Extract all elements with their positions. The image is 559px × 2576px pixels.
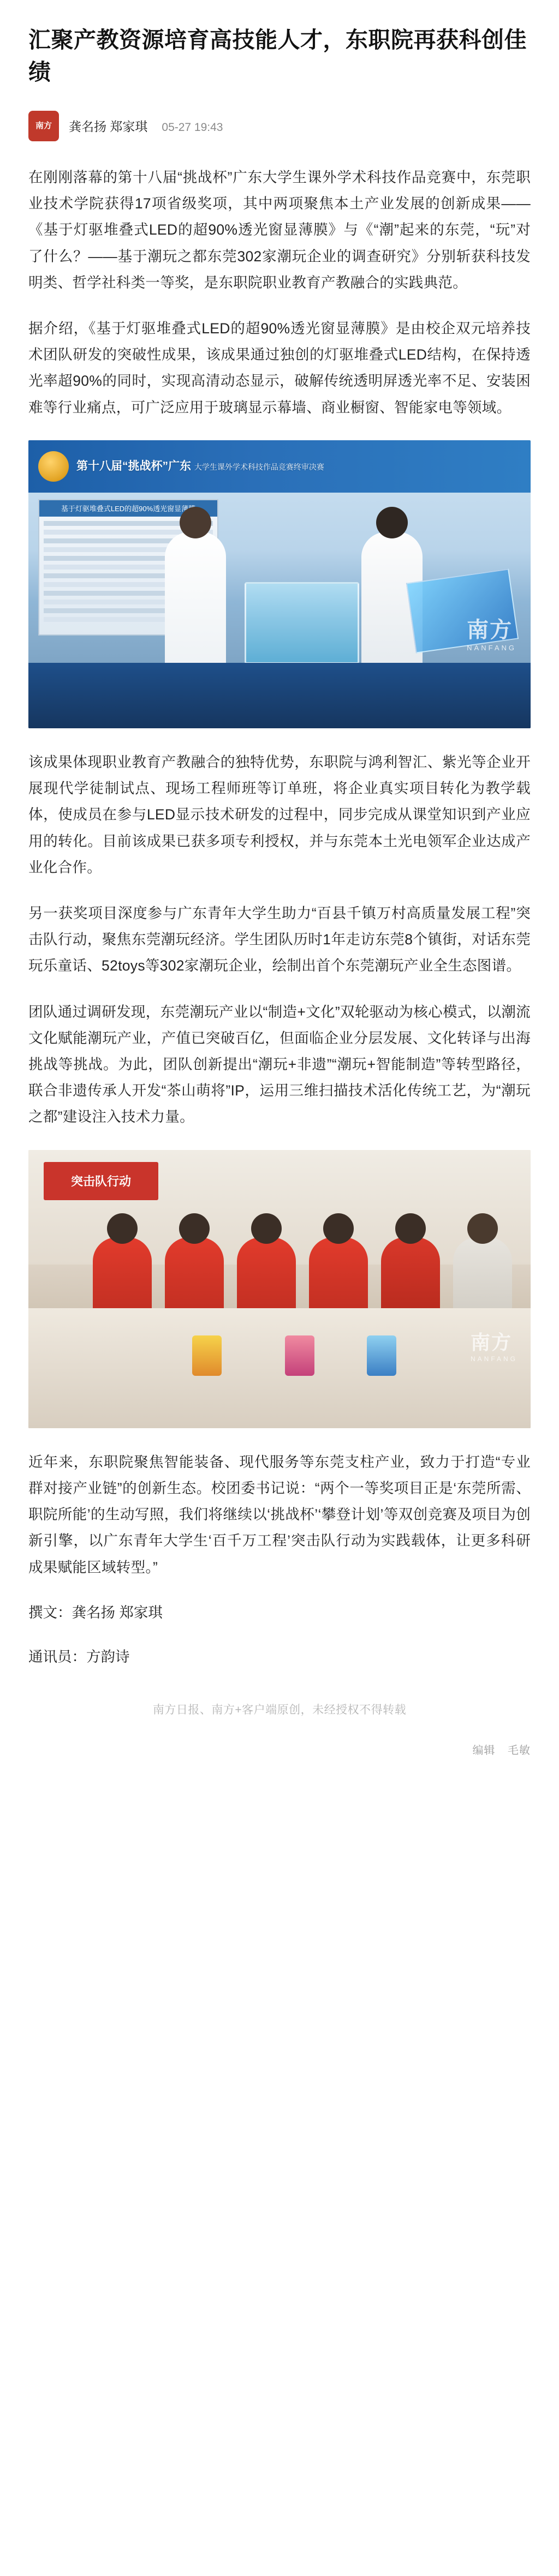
team-banner: 突击队行动 xyxy=(44,1162,158,1200)
poster-title: 基于灯驱堆叠式LED的超90%透光窗显薄膜 xyxy=(39,500,217,517)
banner-subtitle: 大学生课外学术科技作品竞赛终审决赛 xyxy=(194,463,324,472)
watermark-subtext: NANFANG xyxy=(467,643,516,652)
avatar[interactable] xyxy=(28,111,59,141)
watermark-text: 南方 xyxy=(470,1331,512,1353)
avatar-label-top: 南方 xyxy=(35,121,52,130)
byline xyxy=(28,111,531,141)
paragraph-3: 该成果体现职业教育产教融合的独特优势，东职院与鸿利智汇、紫光等企业开展现代学徒制试点、现场工程师班等订单班，将企业真实项目转化为教学载体，使成员在参与LED显示技术研发的过程中，同步完成从课堂知识到产业应用的转化。目前该成果已获多项专利授权，并与东莞本土光电领军企业达成产业化合作。 xyxy=(28,753,531,876)
page-title: 汇聚产教资源培育高技能人才，东职院再获科创佳绩 xyxy=(28,27,527,85)
watermark-text: 南方 xyxy=(467,618,513,642)
emblem-icon xyxy=(38,451,69,482)
article-date: 05-27 19:43 xyxy=(162,121,223,134)
person-left xyxy=(165,532,226,668)
paragraph-2: 据介绍，《基于灯驱堆叠式LED的超90%透光窗显薄膜》是由校企双元培养技术团队研发的突破性成果，该成果通过独创的灯驱堆叠式LED结构，在保持透光率超90%的同时，实现高清动态显示，破解传统透明屏透光率不足、安装困难等行业痛点，可广泛应用于玻璃显示幕墙、商业橱窗、智能家电等领域。 xyxy=(28,320,531,416)
editor-line xyxy=(28,1741,531,1757)
editor-name: 毛敏 xyxy=(508,1745,531,1757)
article-author: 龚名扬 郑家琪 xyxy=(69,119,148,134)
paragraph-1: 在刚刚落幕的第十八届“挑战杯”广东大学生课外学术科技作品竞赛中，东莞职业技术学院获得17项省级奖项，其中两项聚焦本土产业发展的创新成果——《基于灯驱堆叠式LED的超90%透光窗显薄膜》与《“潮”起来的东莞，“玩”对了什么？——基于潮玩之都东莞302家潮玩企业的调查研究》分别斩获科技发明类、哲学社科类一等奖，是东职院职业教育产教融合的实践典范。 xyxy=(28,169,531,291)
copyright-note: 南方日报、南方+客户端原创，未经授权不得转载 xyxy=(152,1704,407,1717)
display-prototype xyxy=(245,582,359,664)
toy-figure-3 xyxy=(367,1335,396,1376)
paragraph-5: 团队通过调研发现，东莞潮玩产业以“制造+文化”双轮驱动为核心模式，以潮流文化赋能潮玩产业，产值已突破百亿，但面临企业分层发展、文化转译与出海挑战等挑战。为此，团队创新提出“潮玩+非遗”“潮玩+智能制造”等转型路径，联合非遗传承人开发“茶山萌将”IP，运用三维扫描技术活化传统工艺，为“潮玩之都”建设注入技术力量。 xyxy=(28,1003,531,1125)
toy-figure-2 xyxy=(285,1335,314,1376)
credit-writer: 撰文：龚名扬 郑家琪 xyxy=(28,1604,163,1621)
watermark-subtext: NANFANG xyxy=(470,1355,518,1363)
article-image-competition xyxy=(28,440,531,728)
editor-label: 编辑 xyxy=(472,1745,496,1757)
watermark-logo xyxy=(471,1327,518,1363)
banner-title: 第十八届“挑战杯”广东 xyxy=(76,460,191,473)
display-table xyxy=(28,1308,531,1428)
watermark-logo xyxy=(467,613,516,652)
exhibition-table xyxy=(28,663,531,728)
paragraph-4: 另一获奖项目深度参与广东青年大学生助力“百县千镇万村高质量发展工程”突击队行动，聚焦东莞潮玩经济。学生团队历时1年走访东莞8个镇街，对话东莞玩乐童话、52toys等302家潮玩企业，绘制出首个东莞潮玩产业全生态图谱。 xyxy=(28,904,531,974)
paragraph-6: 近年来，东职院聚焦智能装备、现代服务等东莞支柱产业，致力于打造“专业群对接产业链”的创新生态。校团委书记说：“两个一等奖项目正是‘东莞所需、职院所能’的生动写照，我们将继续以‘挑战杯’‘攀登计划’等双创竞赛及项目为创新引擎，以广东青年大学生‘百千万工程’突击队行动为实践载体，让更多科研成果赋能区域转型。” xyxy=(28,1453,531,1575)
toy-figure-1 xyxy=(192,1335,222,1376)
competition-banner xyxy=(28,440,531,493)
article-image-team xyxy=(28,1150,531,1428)
credit-correspondent: 通讯员：方韵诗 xyxy=(28,1649,130,1666)
